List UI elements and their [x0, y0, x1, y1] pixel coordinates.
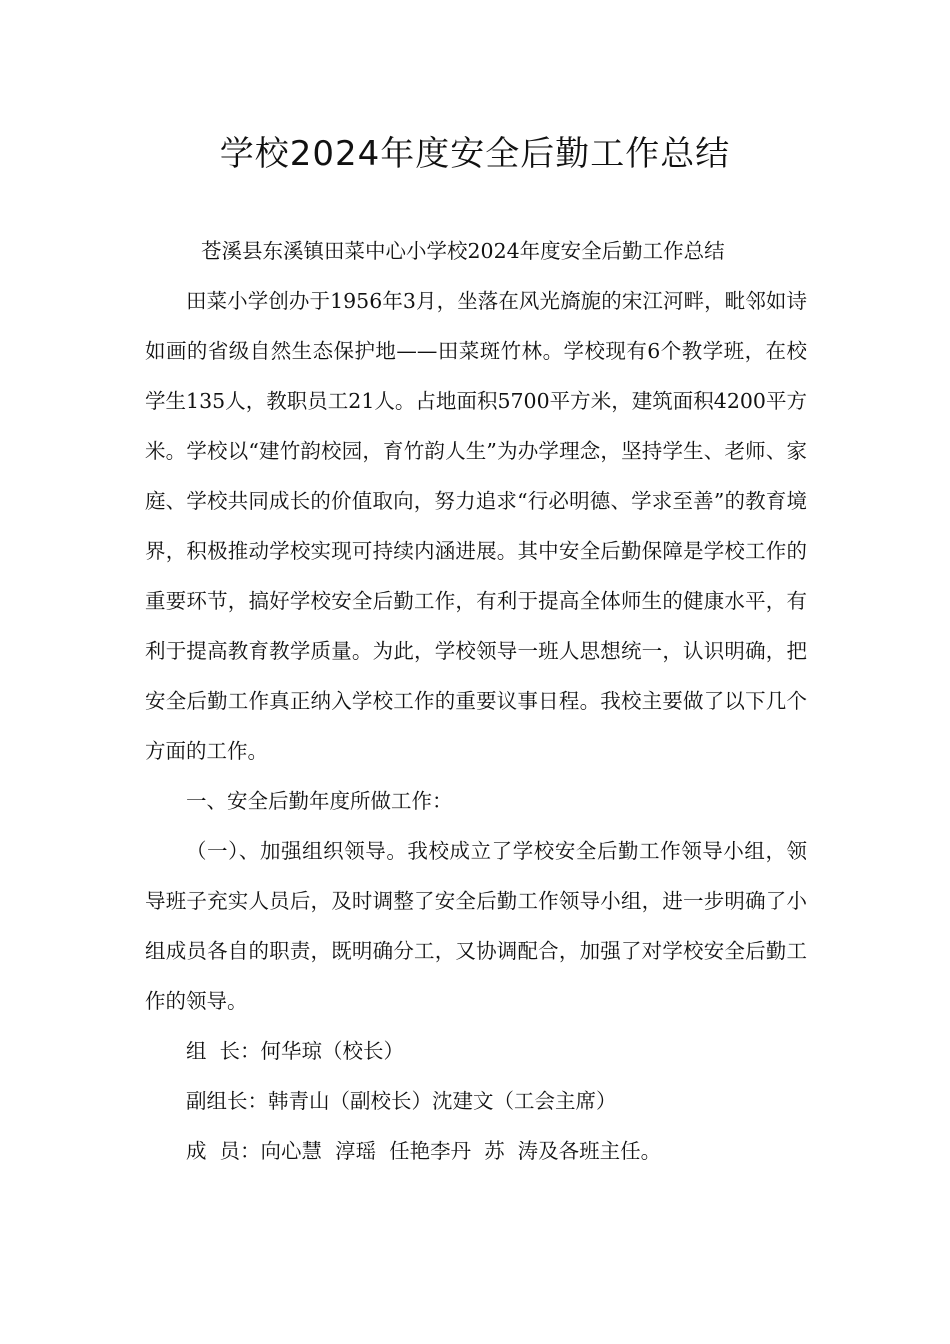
document-body [145, 226, 807, 1176]
paragraph-intro: 田菜小学创办于1956年3月，坐落在风光旖旎的宋江河畔，毗邻如诗如画的省级自然生态保护地——田菜斑竹林。学校现有6个教学班，在校学生135人，教职员工21人。占地面积5700平方米，建筑面积4200平方米。学校以“建竹韵校园，育竹韵人生”为办学理念，坚持学生、老师、家庭、学校共同成长的价值取向，努力追求“行必明德、学求至善”的教育境界，积极推动学校实现可持续内涵进展。其中安全后勤保障是学校工作的重要环节，搞好学校安全后勤工作，有利于提高全体师生的健康水平，有利于提高教育教学质量。为此，学校领导一班人思想统一，认识明确，把安全后勤工作真正纳入学校工作的重要议事日程。我校主要做了以下几个方面的工作。 [145, 289, 807, 763]
deputy-leader-line: 副组长：韩青山（副校长）沈建文（工会主席） [186, 1089, 617, 1113]
section-heading-1: 一、安全后勤年度所做工作： [186, 789, 453, 813]
document-title: 学校2024年度安全后勤工作总结 [219, 134, 731, 174]
paragraph-organization: （一）、加强组织领导。我校成立了学校安全后勤工作领导小组，领导班子充实人员后，及时调整了安全后勤工作领导小组，进一步明确了小组成员各自的职责，既明确分工，又协调配合，加强了对学校安全后勤工作的领导。 [145, 839, 807, 1013]
document-subtitle: 苍溪县东溪镇田菜中心小学校2024年度安全后勤工作总结 [201, 239, 725, 263]
leader-line: 组 长：何华琼（校长） [186, 1039, 405, 1063]
members-line: 成 员：向心慧 淳瑶 任艳李丹 苏 涛及各班主任。 [186, 1139, 662, 1163]
